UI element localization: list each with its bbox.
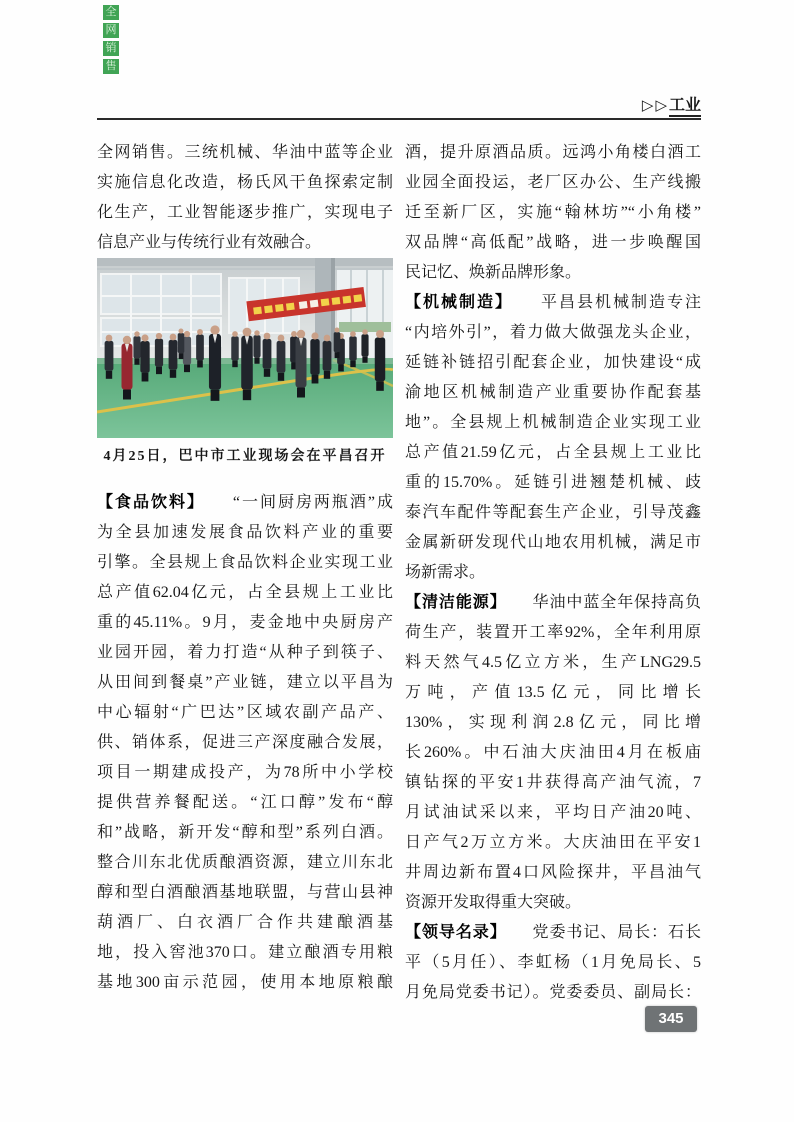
text-line: 渝地区机械制造产业重要协作配套基 <box>405 384 701 401</box>
text-line: 实施信息化改造，杨氏风干鱼探索定制 <box>97 174 393 191</box>
text-line: 项目一期建成投产，为78所中小学校 <box>97 764 393 781</box>
text-line: 醇和型白酒酿酒基地联盟，与营山县神 <box>97 884 393 901</box>
text-line: 地”。全县规上机械制造企业实现工业 <box>405 414 701 431</box>
text-line: 月免局党委书记）。党委委员、副局长： <box>405 984 701 1001</box>
section-heading: 【机械制造】 <box>405 294 505 311</box>
text-line: 【清洁能源】 华油中蓝全年保持高负 <box>405 594 701 611</box>
factory-visit-photo <box>97 258 393 438</box>
left-intro-paragraph <box>97 138 393 258</box>
text-line: 料天然气4.5亿立方米，生产LNG29.5 <box>405 654 701 671</box>
print-artifact-tile: 售 <box>103 59 119 74</box>
photo-caption: 4月25日，巴中市工业现场会在平昌召开 <box>103 449 387 464</box>
text-line: 【食品饮料】 “一间厨房两瓶酒”成 <box>97 494 393 511</box>
text-line: 整合川东北优质酿酒资源，建立川东北 <box>97 854 393 871</box>
text-line: 葫酒厂、白衣酒厂合作共建酿酒基 <box>97 914 393 931</box>
text-line: 月试油试采以来，平均日产油20吨、 <box>405 804 701 821</box>
text-line: 长260%。中石油大庆油田4月在板庙 <box>405 744 701 761</box>
text-line: 和”战略，新开发“醇和型”系列白酒。 <box>97 824 393 841</box>
text-line: 延链补链招引配套企业，加快建设“成 <box>405 354 701 371</box>
text-line: 130%，实现利润2.8亿元，同比增 <box>405 714 701 731</box>
print-artifact-marks <box>103 5 121 77</box>
text-line: 为全县加速发展食品饮料产业的重要 <box>97 524 393 541</box>
text-line: 双品牌“高低配”战略，进一步唤醒国 <box>405 234 701 251</box>
text-line: 【机械制造】 平昌县机械制造专注 <box>405 294 701 311</box>
text-line: 从田间到餐桌”产业链，建立以平昌为 <box>97 674 393 691</box>
header-rule <box>97 118 701 120</box>
text-line: 场新需求。 <box>405 564 486 581</box>
text-line: 总产值62.04亿元，占全县规上工业比 <box>97 584 393 601</box>
text-line: 日产气2万立方米。大庆油田在平安1 <box>405 834 701 851</box>
text-line: 提供营养餐配送。“江口醇”发布“醇 <box>97 794 393 811</box>
print-artifact-tile: 销 <box>103 41 119 56</box>
text-line: 万吨，产值13.5亿元，同比增长 <box>405 684 701 701</box>
text-line: 民记忆、焕新品牌形象。 <box>405 264 582 281</box>
text-line: 荷生产，装置开工率92%，全年利用原 <box>405 624 701 641</box>
text-line: 【领导名录】 党委书记、局长：石长 <box>405 924 701 941</box>
header-arrows-icon: ▷▷ <box>641 98 669 114</box>
text-line: 基地300亩示范园，使用本地原粮酿 <box>97 974 393 991</box>
page-number-badge: 345 <box>645 1006 697 1032</box>
text-line: 酒，提升原酒品质。远鸿小角楼白酒工 <box>405 144 701 161</box>
text-line: 平（5月任）、李虹杨（1月免局长、5 <box>405 954 701 971</box>
text-line: 迁至新厂区，实施“翰林坊”“小角楼” <box>405 204 701 221</box>
text-line: 重的45.11%。9月，麦金地中央厨房产 <box>97 614 393 631</box>
text-line: 总产值21.59亿元，占全县规上工业比 <box>405 444 701 461</box>
header-section-title: 工业 <box>669 97 701 117</box>
text-line: 全网销售。三统机械、华油中蓝等企业 <box>97 144 393 161</box>
left-body-paragraphs <box>97 488 393 998</box>
photo-illustration <box>97 258 393 438</box>
text-line: “内培外引”，着力做大做强龙头企业， <box>405 324 701 341</box>
text-line: 业园全面投运，老厂区办公、生产线搬 <box>405 174 701 191</box>
right-column <box>405 138 701 1008</box>
text-line: 业园开园，着力打造“从种子到筷子、 <box>97 644 393 661</box>
text-line: 化生产，工业智能逐步推广，实现电子 <box>97 204 393 221</box>
print-artifact-tile: 网 <box>103 23 119 38</box>
section-heading: 【食品饮料】 <box>97 494 197 511</box>
running-head <box>97 92 701 116</box>
text-line: 信息产业与传统行业有效融合。 <box>97 234 322 251</box>
text-line: 供、销体系，促进三产深度融合发展， <box>97 734 393 751</box>
text-line: 重的15.70%。延链引进翘楚机械、歧 <box>405 474 701 491</box>
text-line: 资源开发取得重大突破。 <box>405 894 582 911</box>
text-line: 引擎。全县规上食品饮料企业实现工业 <box>97 554 393 571</box>
text-line: 金属新研发现代山地农用机械，满足市 <box>405 534 701 551</box>
section-heading: 【清洁能源】 <box>405 594 499 611</box>
text-line: 中心辐射“广巴达”区域农副产品产、 <box>97 704 393 721</box>
section-heading: 【领导名录】 <box>405 924 499 941</box>
text-line: 镇钻探的平安1井获得高产油气流，7 <box>405 774 701 791</box>
print-artifact-tile: 全 <box>103 5 119 20</box>
text-line: 泰汽车配件等配套生产企业，引导茂鑫 <box>405 504 701 521</box>
text-line: 地，投入窖池370口。建立酿酒专用粮 <box>97 944 393 961</box>
text-line: 井周边新布置4口风险探井，平昌油气 <box>405 864 701 881</box>
left-column <box>97 138 393 998</box>
